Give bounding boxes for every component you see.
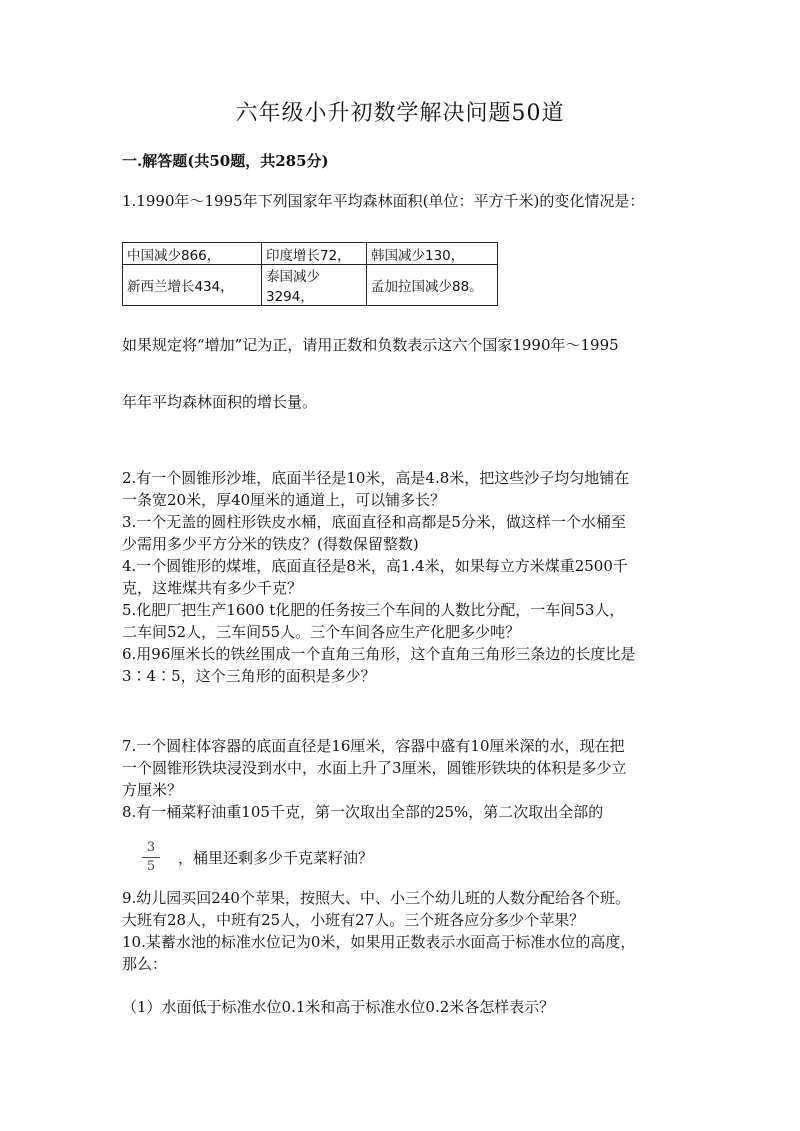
question-text-line: 二车间52人，三车间55人。三个车间各应生产化肥多少吨？ xyxy=(122,623,521,641)
table-cell: 韩国减少130， xyxy=(367,243,498,265)
question-text-line: 那么： xyxy=(122,955,168,973)
question-text-line: 少需用多少平方分米的铁皮？(得数保留整数) xyxy=(122,535,419,553)
question-10-subquestion-1: （1）水面低于标准水位0.1米和高于标准水位0.2米各怎样表示？ xyxy=(122,998,555,1016)
section-heading: 一.解答题(共50题，共285分) xyxy=(122,152,329,170)
question-text-line: 3.一个无盖的圆柱形铁皮水桶，底面直径和高都是5分米，做这样一个水桶至 xyxy=(122,513,626,531)
fraction-three-fifths xyxy=(142,840,160,875)
fraction-denominator: 5 xyxy=(146,859,156,874)
question-text-line: 大班有28人，中班有25人，小班有27人。三个班各应分多少个苹果？ xyxy=(122,911,585,929)
table-cell: 印度增长72， xyxy=(262,243,367,265)
question-text-line: 4.一个圆锥形的煤堆，底面直径是8米，高1.4米，如果每立方米煤重2500千 xyxy=(122,557,628,575)
question-text-line: 方厘米？ xyxy=(122,781,183,799)
question-text-line: 3∶4∶5，这个三角形的面积是多少？ xyxy=(122,667,376,685)
question-text-line: 9.幼儿园买回240个苹果，按照大、中、小三个幼儿班的人数分配给各个班。 xyxy=(122,889,630,907)
table-cell: 新西兰增长434， xyxy=(123,265,262,306)
question-text-line: 6.用96厘米长的铁丝围成一个直角三角形，这个直角三角形三条边的长度比是 xyxy=(122,645,636,663)
table-cell: 泰国减少3294， xyxy=(262,265,367,306)
table-cell: 中国减少866， xyxy=(123,243,262,265)
question-text-line: 10.某蓄水池的标准水位记为0米，如果用正数表示水面高于标准水位的高度， xyxy=(122,933,636,951)
question-text-line: 克，这堆煤共有多少千克？ xyxy=(122,579,303,597)
forest-change-table xyxy=(122,242,498,306)
question-text-line: 2.有一个圆锥形沙堆，底面半径是10米，高是4.8米，把这些沙子均匀地铺在 xyxy=(122,469,630,487)
question-text-line: 一条宽20米，厚40厘米的通道上，可以铺多长？ xyxy=(122,491,446,509)
page-title: 六年级小升初数学解决问题50道 xyxy=(235,101,565,126)
table-row xyxy=(123,265,498,306)
question-text-line: 一个圆锥形铁块浸没到水中，水面上升了3厘米，圆锥形铁块的体积是多少立 xyxy=(122,759,627,777)
question-text-line: 8.有一桶菜籽油重105千克，第一次取出全部的25%，第二次取出全部的 xyxy=(122,803,604,821)
question-1-prompt: 1.1990年～1995年下列国家年平均森林面积(单位：平方千米)的变化情况是： xyxy=(122,192,645,210)
question-text-line: 5.化肥厂把生产1600 t化肥的任务按三个车间的人数比分配，一车间53人， xyxy=(122,601,625,619)
table-cell: 孟加拉国减少88。 xyxy=(367,265,498,306)
question-1-text-line: 如果规定将“增加”记为正，请用正数和负数表示这六个国家1990年～1995 xyxy=(122,336,619,354)
question-8-continuation: ，桶里还剩多少千克菜籽油？ xyxy=(178,849,374,867)
question-text-line: 7.一个圆柱体容器的底面直径是16厘米，容器中盛有10厘米深的水，现在把 xyxy=(122,737,625,755)
fraction-bar xyxy=(142,857,160,858)
question-1-text-line: 年年平均森林面积的增长量。 xyxy=(122,393,318,411)
table-row xyxy=(123,243,498,265)
fraction-numerator: 3 xyxy=(146,840,156,855)
